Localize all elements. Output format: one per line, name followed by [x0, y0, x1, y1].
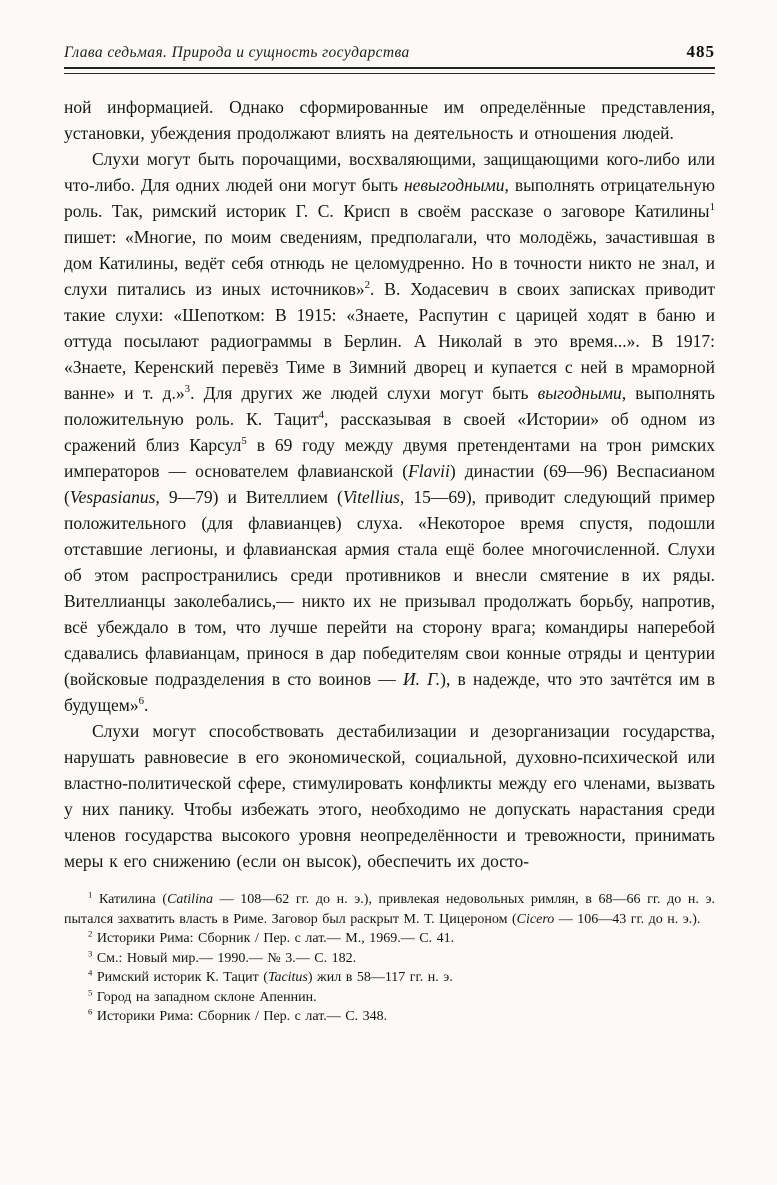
- text-run: Историки Рима: Сборник / Пер. с лат.— С. 348.: [92, 1009, 388, 1024]
- page-number: 485: [686, 42, 715, 61]
- text-run: И. Г.: [402, 669, 441, 689]
- footnote: [64, 1007, 715, 1027]
- footnote: [64, 890, 715, 929]
- text-run: 9—79) и Вителлием (: [159, 487, 343, 507]
- text-run: выгодными,: [537, 383, 627, 403]
- text-run: Cicero: [516, 911, 555, 927]
- text-run: Римский историк К. Тацит (: [92, 970, 268, 985]
- text-run: Flavii: [408, 461, 450, 481]
- text-run: в 69 году между двумя претендентами на трон римских императоров — основателем флавианской (: [64, 435, 715, 481]
- text-run: Катилина (: [92, 892, 168, 907]
- footnote: [64, 988, 715, 1008]
- footnote-marker: 5: [241, 435, 247, 448]
- text-run: — 106—43 гг. до н. э.).: [554, 911, 701, 927]
- paragraph: [64, 146, 715, 718]
- text-run: Историки Рима: Сборник / Пер. с лат.— М., 1969.— С. 41.: [92, 931, 455, 946]
- footnote: [64, 949, 715, 969]
- text-run: Catilina: [167, 892, 213, 907]
- text-run: невыгодными,: [403, 175, 509, 195]
- text-run: — 108—62 гг. до н. э.), привлекая недовольных римлян, в 68—66 гг. до н. э. пытался захватить власть в Риме. Заговор был раскрыт М. Т. Цицероном (: [64, 892, 716, 927]
- text-run: ) жил в 58—117 гг. н. э.: [307, 970, 453, 985]
- footnote-marker: 2: [88, 928, 93, 939]
- text-run: .: [144, 695, 149, 715]
- text-run: . Для других же людей слухи могут быть: [190, 383, 538, 403]
- footnote-marker: 6: [88, 1006, 93, 1017]
- footnote-marker: 4: [88, 967, 93, 978]
- text-run: ) династии (69—96) Веспасианом (: [64, 461, 715, 507]
- footnote-marker: 3: [184, 383, 191, 396]
- text-run: Tacitus: [267, 970, 308, 985]
- footnote-marker: 2: [364, 279, 371, 292]
- footnote-marker: 4: [318, 409, 325, 422]
- footnote-marker: 1: [88, 889, 93, 900]
- footnote-marker: 3: [88, 947, 93, 958]
- text-run: ), в надежде, что это зачтётся им в будущем»: [64, 669, 715, 715]
- text-run: . В. Ходасевич в своих записках приводит такие слухи: «Шепотком: В 1915: «Знаете, Распутин с царицей ходят в баню и оттуда посылают радиограммы в Берлин. А Николай в это время...». В 1917: «Знаете, Керенский перевёз Тиме в Зимний дворец и купается с ней в мраморной ванне» и т. д.»: [64, 279, 715, 403]
- text-run: пишет: «Многие, по моим сведениям, предполагали, что молодёжь, зачастившая в дом Катилины, ведёт себя отнюдь не целомудренно. Но в точности никто не знал, и слухи питались из иных источников»: [64, 227, 715, 299]
- text-run: Слухи могут способствовать дестабилизации и дезорганизации государства, нарушать равновесие в его экономической, социальной, духовно-психической или властно-политической сфере, стимулировать конфликты между его членами, вызвать у них панику. Чтобы избежать этого, необходимо не допускать нарастания среди членов государства высокого уровня неопределённости и тревожности, принимать меры к его снижению (если он высок), обеспечить их досто-: [64, 721, 715, 871]
- running-title: Глава седьмая. Природа и сущность государства: [64, 44, 410, 61]
- text-run: Vitellius,: [342, 487, 405, 507]
- text-run: 15—69), приводит следующий пример положительного (для флавианцев) слуха. «Некоторое время спустя, подошли отставшие легионы, и флавианская армия стала ещё более многочисленной. Слухи об этом распространились среди противников и внесли смятение в их ряды. Вителлианцы заколебались,— никто их не призывал продолжать борьбу, напротив, всё убеждало в том, что лучше перейти на сторону врага; командиры наперебой сдавались флавианцам, принося в дар победителям свои конные отряды и центурии (войсковые подразделения в сто воинов —: [64, 487, 715, 689]
- footnotes: [64, 890, 715, 1027]
- header-rule: [64, 67, 715, 74]
- footnote-marker: 1: [709, 201, 715, 214]
- footnote-marker: 5: [88, 986, 93, 997]
- body-text: [64, 94, 715, 874]
- page-header: [64, 42, 715, 62]
- text-run: Vespasianus,: [69, 487, 160, 507]
- paragraph: [64, 718, 715, 874]
- paragraph: [64, 94, 715, 146]
- footnote: [64, 968, 715, 988]
- text-run: См.: Новый мир.— 1990.— № 3.— С. 182.: [92, 950, 357, 966]
- text-run: Слухи могут быть порочащими, восхваляющими, защищающими кого-либо или что-либо. Для одних людей они могут быть: [64, 149, 715, 195]
- text-run: , рассказывая в своей «Истории» об одном из сражений близ Карсул: [64, 409, 715, 455]
- text-run: Город на западном склоне Апеннин.: [92, 989, 317, 1005]
- footnote: [64, 929, 715, 949]
- text-run: ной информацией. Однако сформированные им определённые представления, установки, убеждения продолжают влиять на деятельность и отношения людей.: [64, 97, 715, 143]
- footnote-marker: 6: [138, 695, 145, 708]
- text-run: выполнять отрицательную роль. Так, римский историк Г. С. Крисп в своём рассказе о заговоре Катилины: [64, 175, 715, 221]
- text-run: выполнять положительную роль. К. Тацит: [64, 383, 715, 429]
